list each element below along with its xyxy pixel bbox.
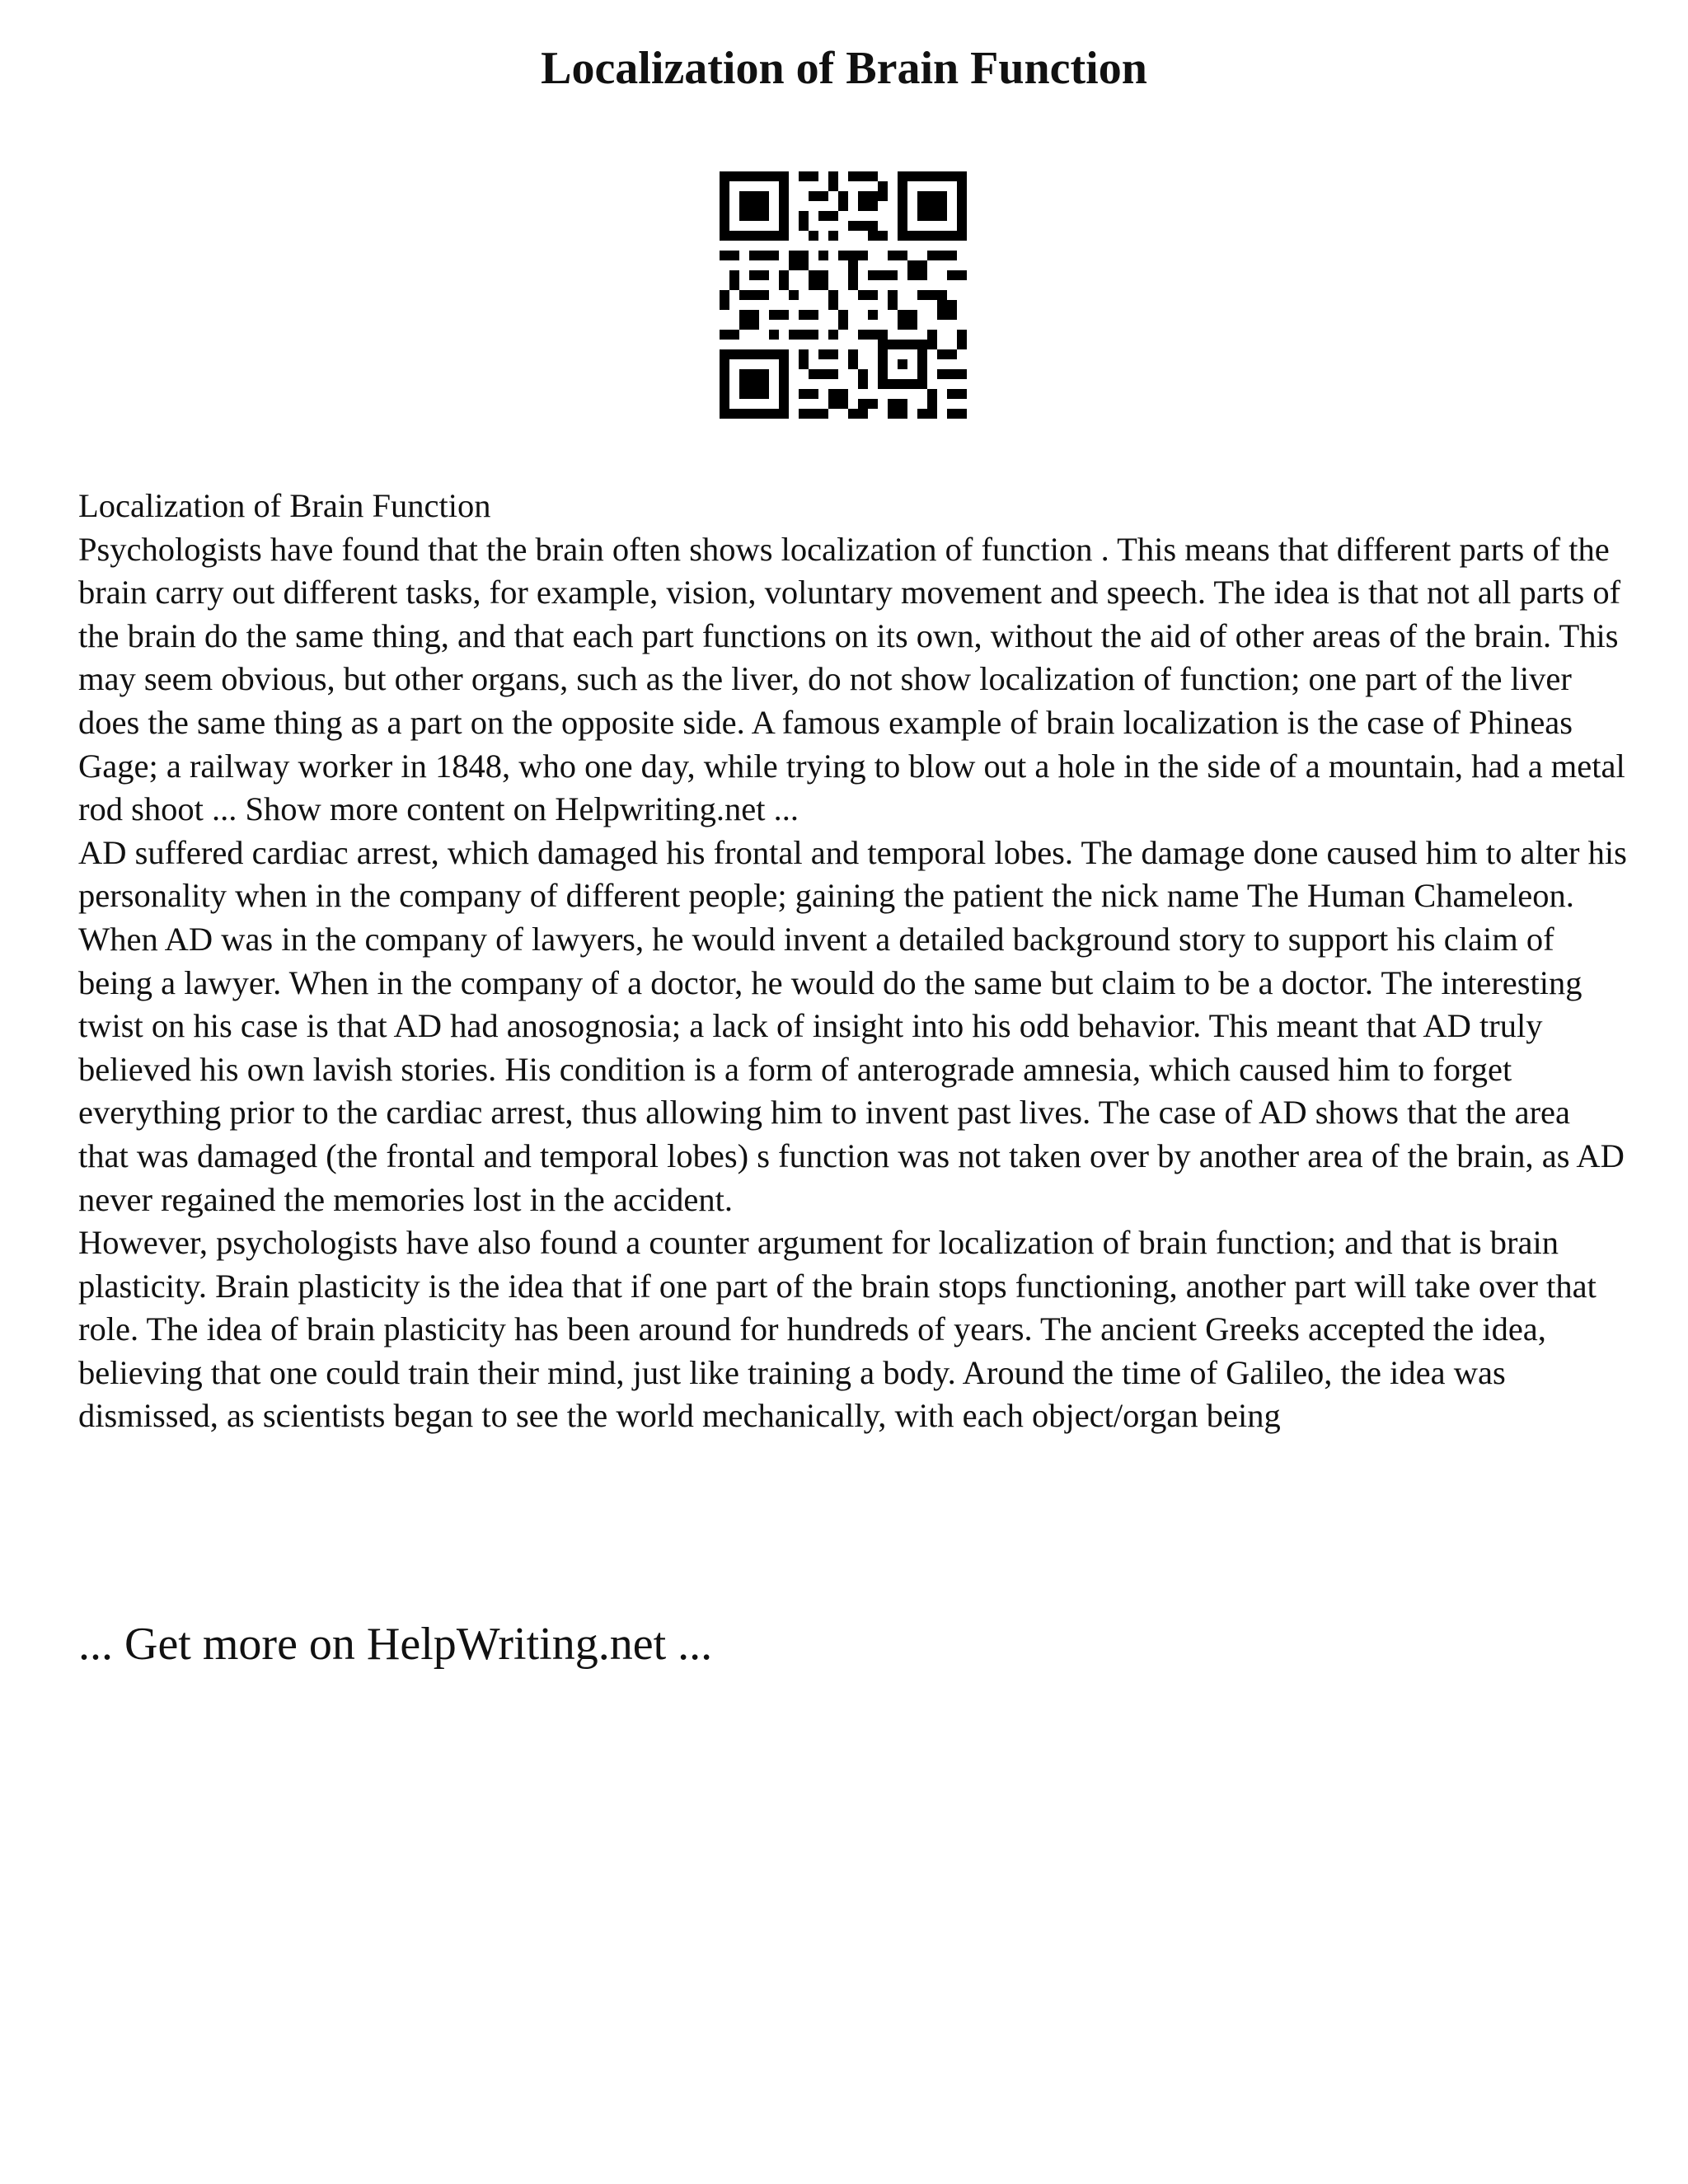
qr-code-icon: [720, 171, 967, 419]
document-body: [78, 485, 1628, 1438]
body-paragraph: AD suffered cardiac arrest, which damaged his frontal and temporal lobes. The damage done caused him to alter his personality when in the company of different people; gaining the patient the nick name The Human Chameleon. When AD was in the company of lawyers, he would invent a detailed background story to support his claim of being a lawyer. When in the company of a doctor, he would do the same but claim to be a doctor. The interesting twist on his case is that AD had anosognosia; a lack of insight into his odd behavior. This meant that AD truly believed his own lavish stories. His condition is a form of anterograde amnesia, which caused him to forget everything prior to the cardiac arrest, thus allowing him to invent past lives. The case of AD shows that the area that was damaged (the frontal and temporal lobes) s function was not taken over by another area of the brain, as AD never regained the memories lost in the accident.: [78, 833, 1627, 1218]
page-title: Localization of Brain Function: [541, 43, 1147, 94]
body-paragraph: Psychologists have found that the brain often shows localization of function . This means that different parts of the brain carry out different tasks, for example, vision, voluntary movement and speech. The idea is that not all parts of the brain do the same thing, and that each part functions on its own, without the aid of other areas of the brain. This may seem obvious, but other organs, such as the liver, do not show localization of function; one part of the liver does the same thing as a part on the opposite side. A famous example of brain localization is the case of Phineas Gage; a railway worker in 1848, who one day, while trying to blow out a hole in the side of a mountain, had a metal rod shoot ... Show more content on Helpwriting.net ...: [78, 530, 1625, 828]
qr-code-graphic: [720, 171, 967, 419]
body-heading: Localization of Brain Function: [78, 487, 491, 524]
get-more-link[interactable]: ... Get more on HelpWriting.net ...: [78, 1619, 713, 1670]
body-paragraph: However, psychologists have also found a counter argument for localization of brain function; and that is brain plasticity. Brain plasticity is the idea that if one part of the brain stops functioning, another part will take over that role. The idea of brain plasticity has been around for hundreds of years. The ancient Greeks accepted the idea, believing that one could train their mind, just like training a body. Around the time of Galileo, the idea was dismissed, as scientists began to see the world mechanically, with each object/organ being: [78, 1224, 1597, 1435]
